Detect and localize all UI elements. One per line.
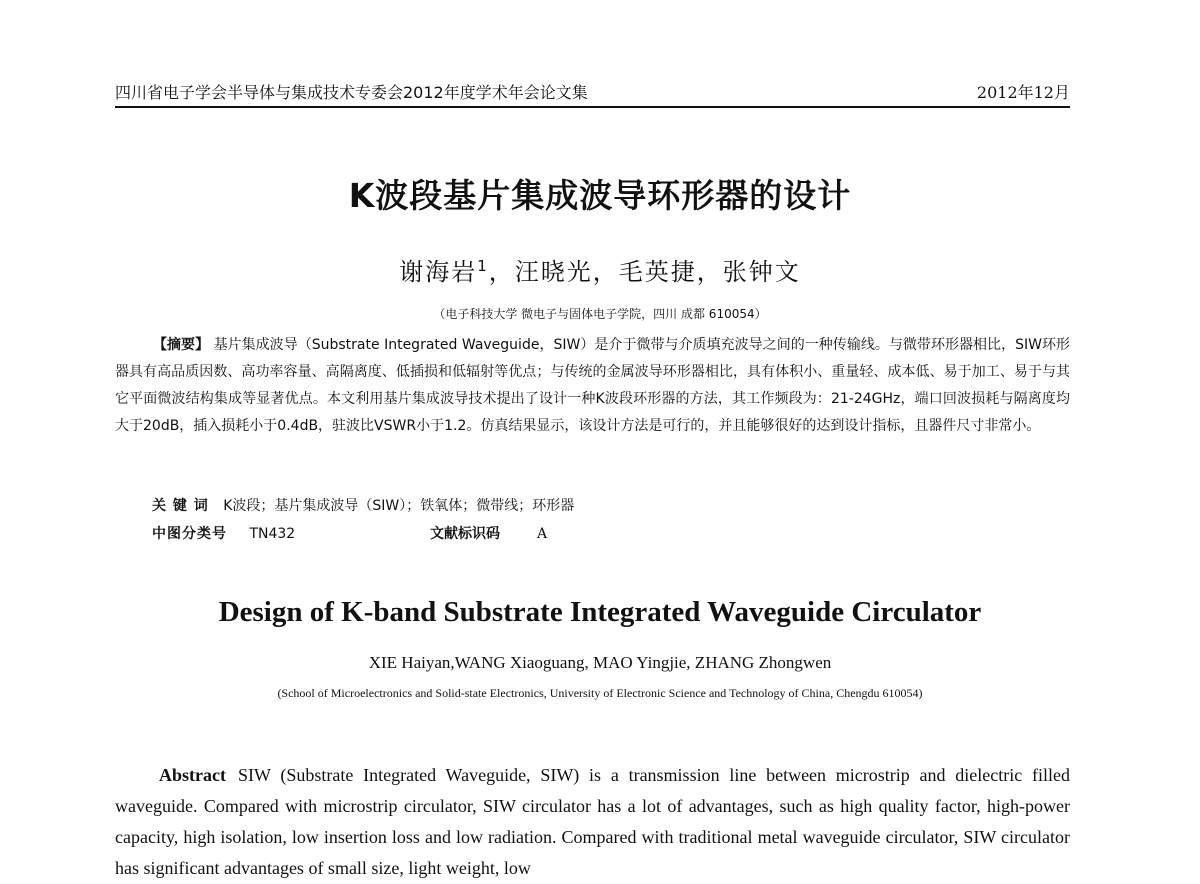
chinese-title: K波段基片集成波导环形器的设计 <box>348 176 852 215</box>
author-affiliation-mark: 1 <box>477 257 489 275</box>
english-abstract <box>115 760 1070 878</box>
classification-label: 中图分类号 <box>152 526 227 542</box>
english-affiliation: (School of Microelectronics and Solid-state Electronics, University of Electronic Science and Technology of China, Chengdu 610054) <box>277 686 923 700</box>
english-abstract-text: SIW (Substrate Integrated Waveguide, SIW) is a transmission line between microstrip and dielectric filled waveguide. Compared with microstrip circulator, SIW circulator has a lot of advantages, such as high quality factor, high-power capacity, high isolation, low insertion loss and low radiation. Compared with traditional metal waveguide circulator, SIW circulator has significant advantages of small size, light weight, low <box>115 765 1070 878</box>
chinese-abstract-label: 【摘要】 <box>153 337 210 353</box>
chinese-affiliation: （电子科技大学 微电子与固体电子学院，四川 成都 610054） <box>433 307 767 321</box>
classification-value: TN432 <box>249 526 296 542</box>
journal-name: 四川省电子学会半导体与集成技术专委会2012年度学术年会论文集 <box>115 83 588 102</box>
chinese-abstract-text: 基片集成波导（Substrate Integrated Waveguide，SIW）是介于微带与介质填充波导之间的一种传输线。与微带环形器相比，SIW环形器具有高品质因数、高功率容量、高隔离度、低插损和低辐射等优点；与传统的金属波导环形器相比，具有体积小、重量轻、成本低、易于加工、易于与其它平面微波结构集成等显著优点。本文利用基片集成波导技术提出了设计一种K波段环形器的方法，其工作频段为：21-24GHz，端口回波损耗与隔离度均大于20dB，插入损耗小于0.4dB，驻波比VSWR小于1.2。仿真结果显示，该设计方法是可行的，并且能够很好的达到设计指标，且器件尺寸非常小。 <box>115 337 1071 434</box>
document-code-value: A <box>537 526 548 542</box>
running-header <box>115 82 1070 108</box>
document-code-label: 文献标识码 <box>430 526 500 542</box>
chinese-abstract <box>115 332 1070 440</box>
classification-line <box>152 523 295 545</box>
keywords-line <box>152 495 574 517</box>
english-title: Design of K-band Substrate Integrated Waveguide Circulator <box>218 596 982 628</box>
keywords-label: 关 键 词 <box>152 498 209 514</box>
co-authors: ，汪晓光，毛英捷，张钟文 <box>488 258 801 286</box>
chinese-authors <box>0 252 1200 287</box>
issue-date: 2012年12月 <box>976 83 1070 102</box>
english-abstract-label: Abstract <box>159 765 226 785</box>
first-author: 谢海岩 <box>399 258 478 286</box>
keywords-value: K波段；基片集成波导（SIW）；铁氧体；微带线；环形器 <box>223 498 575 514</box>
english-authors: XIE Haiyan,WANG Xiaoguang, MAO Yingjie, ZHANG Zhongwen <box>368 653 832 672</box>
